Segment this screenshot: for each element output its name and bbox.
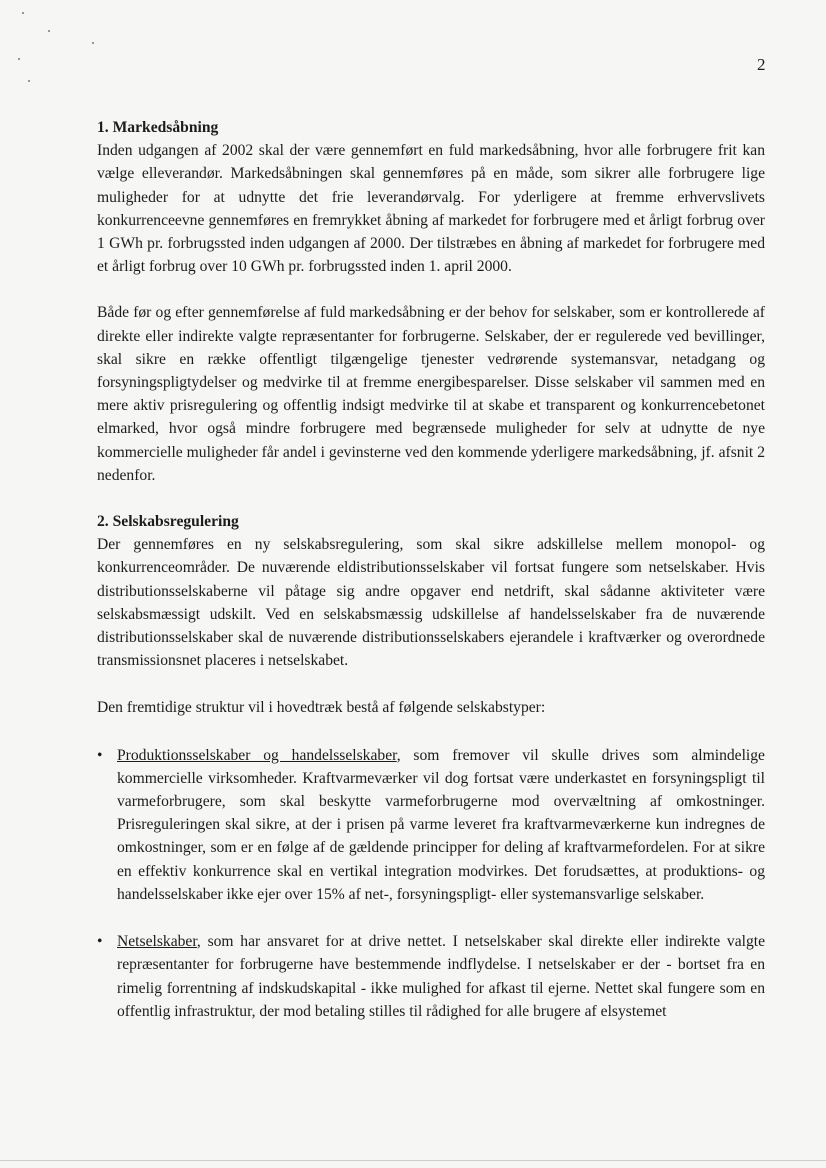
scan-speck <box>18 58 20 60</box>
scan-speck <box>28 80 30 82</box>
section-1-paragraph-2: Både før og efter gennemførelse af fuld markedsåbning er der behov for selskaber, som er kontrollerede af direkte eller indirekte valgte repræsentanter for forbrugerne. Selskaber, der er regulerede ved bevillinger, skal sikre en række offentligt tilgængelige tjenester vedrørende systemansvar, netadgang og forsyningspligtydelser og medvirke til at fremme energibesparelser. Disse selskaber vil sammen med en mere aktiv prisregulering og offentlig indsigt medvirke til at skabe et transparent og konkurrencebetonet elmarked, hvor også mindre forbrugere med begrænsede muligheder for selv at udnytte de nye kommercielle muligheder får andel i gevinsterne ved den kommende yderligere markedsåbning, jf. afsnit 2 nedenfor. <box>97 304 765 484</box>
section-1-heading: 1. Markedsåbning <box>97 119 219 136</box>
section-2-heading: 2. Selskabsregulering <box>97 513 239 531</box>
bullet-term: Netselskaber <box>117 933 197 951</box>
bullet-term: Produktionsselskaber og handelsselskaber <box>117 746 397 764</box>
bullet-item <box>97 930 765 1023</box>
section-2-paragraph-2: Den fremtidige struktur vil i hovedtræk bestå af følgende selskabstyper: <box>97 699 546 717</box>
section-2-paragraph-1: Der gennemføres en ny selskabsregulering, som skal sikre adskillelse mellem monopol- og konkurrenceområder. De nuværende eldistributionsselskaber vil fortsat fungere som netselskaber. Hvis distributionsselskaberne vil påtage sig andre opgaver end netdrift, skal sådanne aktiviteter være selskabsmæssigt udskilt. Ved en selskabsmæssig udskillelse af handelsselskaber fra de nuværende distributionsselskaber skal de nuværende distributionsselskabers ejerandele i kraftværker og overordnede transmissionsnet placeres i netselskabet. <box>97 536 765 670</box>
section-1-paragraph-1: Inden udgangen af 2002 skal der være gennemført en fuld markedsåbning, hvor alle forbrugere frit kan vælge elleverandør. Markedsåbningen skal gennemføres på en måde, som sikrer alle forbrugere lige muligheder for at udnytte det frie leverandørvalg. For yderligere at fremme erhvervslivets konkurrenceevne gennemføres en fremrykket åbning af markedet for forbrugere med et årligt forbrug over 1 GWh pr. forbrugssted inden udgangen af 2000. Der tilstræbes en åbning af markedet for forbrugere med et årligt forbrug over 10 GWh pr. forbrugssted inden 1. april 2000. <box>97 142 765 276</box>
bullet-item <box>97 744 765 906</box>
scan-speck <box>92 42 94 44</box>
bullet-icon: • <box>97 933 103 951</box>
bullet-text: , som har ansvaret for at drive nettet. I netselskaber skal direkte eller indirekte valgte repræsentanter for forbrugerne have bestemmende indflydelse. I netselskaber er der - bortset fra en rimelig forrentning af indskudskapital - ikke mulighed for afkast til ejerne. Nettet skal fungere som en offentlig infrastruktur, der mod betaling stilles til rådighed for alle brugere af elsystemet <box>117 933 765 1020</box>
page-number: 2 <box>757 55 766 74</box>
bullet-text: , som fremover vil skulle drives som almindelige kommercielle virksomheder. Kraftvarmeværker vil dog fortsat være underkastet en forsyningspligt til varmeforbrugere, som skal beskytte varmeforbrugerne mod overvæltning af omkostninger. Prisreguleringen skal sikre, at der i prisen på varme leveret fra kraftvarmeværkerne kun indregnes de omkostninger, som er en følge af de gældende principper for deling af kraftvarmefordelen. For at sikre en effektiv konkurrence skal en vertikal integration modvirkes. Det forudsættes, at produktions- og handelsselskaber ikke ejer over 15% af net-, forsyningspligt- eller systemansvarlige selskaber. <box>117 746 765 903</box>
document-body <box>97 116 765 1023</box>
bullet-icon: • <box>97 746 103 764</box>
scan-speck <box>22 12 24 14</box>
scan-speck <box>48 30 50 32</box>
scan-edge <box>0 1160 826 1161</box>
